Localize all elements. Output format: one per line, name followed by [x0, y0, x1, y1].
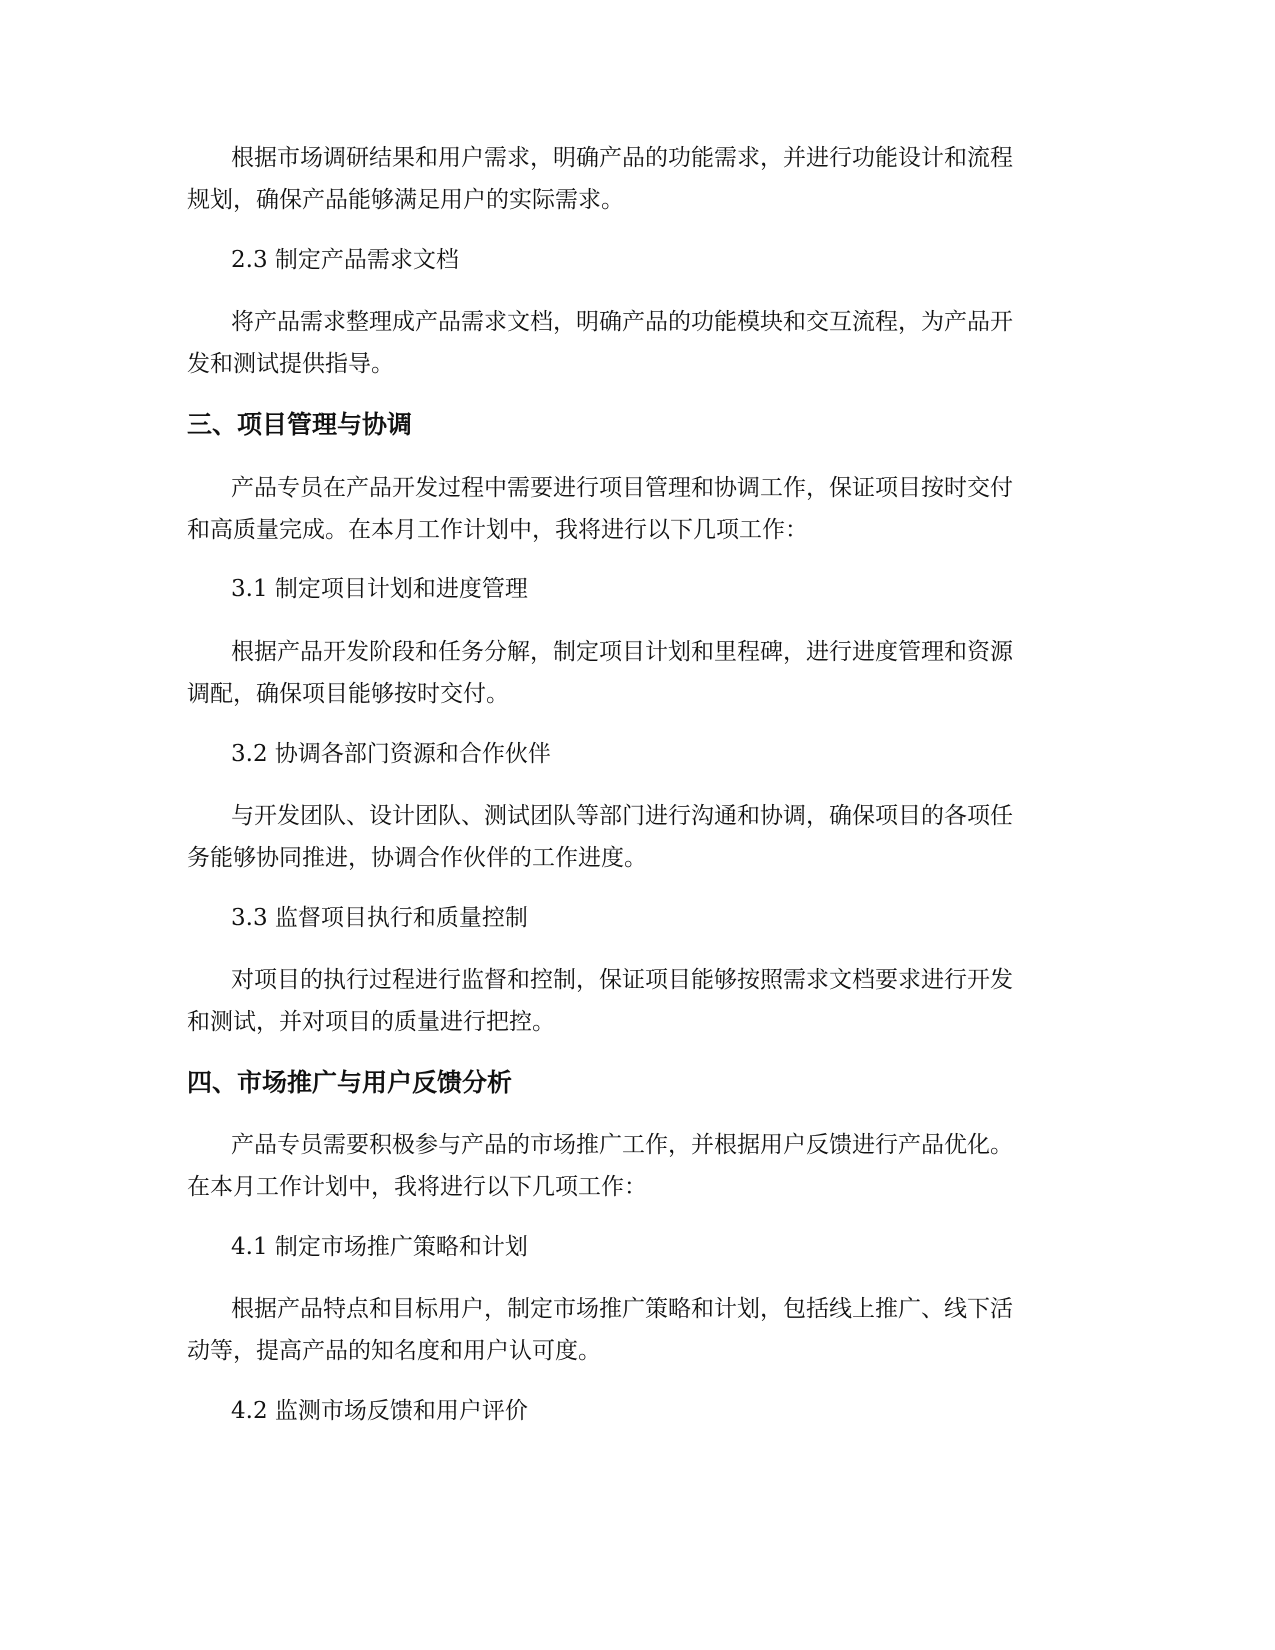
- paragraph-line: 在本月工作计划中，我将进行以下几项工作：: [187, 1174, 647, 1200]
- paragraph-line: 对项目的执行过程进行监督和控制，保证项目能够按照需求文档要求进行开发: [231, 967, 1013, 993]
- subheading-2-3: 2.3 制定产品需求文档: [231, 247, 459, 273]
- paragraph-coordination: [187, 795, 1087, 879]
- subheading-4-1: 4.1 制定市场推广策略和计划: [231, 1234, 528, 1260]
- paragraph-line: 将产品需求整理成产品需求文档，明确产品的功能模块和交互流程，为产品开: [231, 309, 1013, 335]
- paragraph-line: 规划，确保产品能够满足用户的实际需求。: [187, 187, 624, 213]
- paragraph-line: 动等，提高产品的知名度和用户认可度。: [187, 1338, 601, 1364]
- paragraph-line: 根据产品开发阶段和任务分解，制定项目计划和里程碑，进行进度管理和资源: [231, 639, 1013, 665]
- paragraph-line: 和高质量完成。在本月工作计划中，我将进行以下几项工作：: [187, 517, 808, 543]
- paragraph-requirements-document: [187, 301, 1087, 385]
- paragraph-project-management-intro: [187, 467, 1087, 551]
- subheading-4-2: 4.2 监测市场反馈和用户评价: [231, 1398, 528, 1424]
- paragraph-line: 产品专员需要积极参与产品的市场推广工作，并根据用户反馈进行产品优化。: [231, 1132, 1013, 1158]
- paragraph-line: 根据产品特点和目标用户，制定市场推广策略和计划，包括线上推广、线下活: [231, 1296, 1013, 1322]
- subheading-3-3: 3.3 监督项目执行和质量控制: [231, 905, 528, 931]
- paragraph-quality-control: [187, 959, 1087, 1043]
- paragraph-line: 务能够协同推进，协调合作伙伴的工作进度。: [187, 845, 647, 871]
- paragraph-marketing-intro: [187, 1124, 1087, 1208]
- paragraph-line: 产品专员在产品开发过程中需要进行项目管理和协调工作，保证项目按时交付: [231, 475, 1013, 501]
- section-heading-3: 三、项目管理与协调: [187, 410, 413, 439]
- section-heading-4: 四、市场推广与用户反馈分析: [187, 1068, 513, 1097]
- paragraph-functional-requirements: [187, 137, 1087, 221]
- paragraph-line: 和测试，并对项目的质量进行把控。: [187, 1009, 555, 1035]
- paragraph-line: 发和测试提供指导。: [187, 351, 394, 377]
- paragraph-project-plan: [187, 631, 1087, 715]
- paragraph-marketing-strategy: [187, 1288, 1087, 1372]
- paragraph-line: 根据市场调研结果和用户需求，明确产品的功能需求，并进行功能设计和流程: [231, 145, 1013, 171]
- subheading-3-1: 3.1 制定项目计划和进度管理: [231, 576, 528, 602]
- paragraph-line: 调配，确保项目能够按时交付。: [187, 681, 509, 707]
- paragraph-line: 与开发团队、设计团队、测试团队等部门进行沟通和协调，确保项目的各项任: [231, 803, 1013, 829]
- subheading-3-2: 3.2 协调各部门资源和合作伙伴: [231, 741, 551, 767]
